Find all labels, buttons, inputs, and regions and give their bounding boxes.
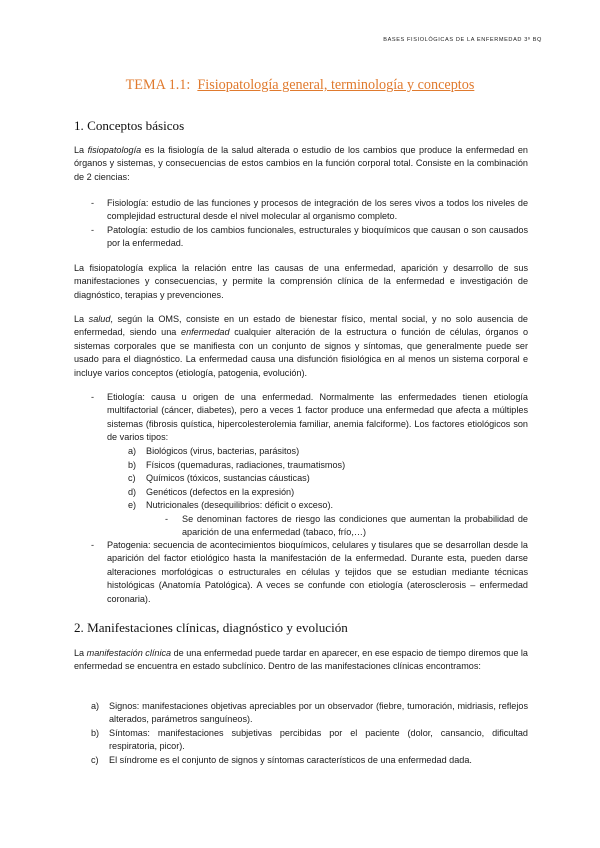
running-header: BASES FISIOLÓGICAS DE LA ENFERMEDAD 3º BQ [383,37,542,43]
list-item-etiologia: Etiología: causa u origen de una enfermedad. Normalmente las enfermedades tienen etiología multifactorial (cáncer, diabetes), pero a veces 1 factor produce una enfermedad que afecta a múltiples sistemas (fibrosis quística, hipercolesterolemia familiar, anemia falciforme). Los factores etiológicos son de varios tipos: [107,392,528,443]
paragraph-manifestacion [74,647,528,674]
factor-item: Biológicos (virus, bacterias, parásitos) [146,446,300,456]
list-marker: - [91,392,95,402]
list-marker: c) [91,755,99,765]
list-item-sindrome: El síndrome es el conjunto de signos y síntomas característicos de una enfermedad dada. [109,755,472,765]
paragraph-explicacion: La fisiopatología explica la relación entre las causas de una enfermedad, aparición y desarrollo de sus manifestaciones y consecuencias, y permite la comprensión clínica de la enfermedad e investigación de diagnóstico, terapias y prevenciones. [74,263,528,300]
list-marker: b) [91,728,100,738]
list-item-fisiologia: Fisiología: estudio de las funciones y procesos de integración de los seres vivos a todos los niveles de complejidad estructural desde el nivel molecular al organismo completo. [107,198,528,222]
list-item-patogenia: Patogenia: secuencia de acontecimientos bioquímicos, celulares y tisulares que se desarrollan desde la aparición del factor etiológico hasta la manifestación de la enfermedad. Durante esta, pueden darse alteraciones morfológicas o estructurales en células y tejidos que se estudian mediante técnicas histológicas (Anatomía Patológica). A veces se confunde con etiología (aterosclerosis – enfermedad coronaria). [107,540,528,604]
sublist-marker: c) [128,473,136,483]
factor-item: Químicos (tóxicos, sustancias cáusticas) [146,473,310,483]
sublist-marker: d) [128,487,137,497]
title-text: Fisiopatología general, terminología y conceptos [197,77,475,93]
p1-post: es la fisiología de la salud alterada o estudio de los cambios que produce la enfermedad en órganos y sistemas, y consecuencias de estos cambios en la función corporal total. Consiste en la combinación de 2 ciencias: [74,145,528,182]
p3-post: cualquier alteración de la estructura o función de células, órganos o sistemas corporales que se manifiesta con un conjunto de signos y síntomas, que generalmente puede ser usado para el diagnóstico. La enfermedad causa una disfunción fisiológica en al menos un sistema corporal e incluye varios conceptos (etiología, patogenia, evolución). [74,327,529,378]
page-title [0,77,600,94]
list-item-sintomas: Síntomas: manifestaciones subjetivas percibidas por el paciente (dolor, cansancio, dificultad respiratoria, picor). [109,728,528,752]
paragraph-fisiopatologia [74,144,528,184]
list-marker: - [91,198,95,208]
p3-pre: La [74,314,89,324]
factor-item: Genéticos (defectos en la expresión) [146,487,295,497]
s2p1-em: manifestación clínica [86,648,172,658]
p1-pre: La [74,145,88,155]
list-marker: a) [91,701,100,711]
title-number: TEMA 1.1: [125,77,191,93]
risk-factors-note: Se denominan factores de riesgo las condiciones que aumentan la probabilidad de aparición de una enfermedad (tabaco, frío,…) [182,514,528,538]
s2p1-post: de una enfermedad puede tardar en aparecer, en ese espacio de tiempo diremos que la enfermedad se encuentra en estado subclínico. Dentro de las manifestaciones clínicas encontramos: [74,648,528,672]
paragraph-salud [74,313,528,380]
p3-mid: , según la OMS, consiste en un estado de bienestar físico, mental social, y no solo ausencia de enfermedad, siendo una [74,314,528,338]
p3-em-salud: salud [88,314,111,324]
list-item-patologia: Patología: estudio de los cambios funcionales, estructurales y bioquímicos que causan o son causados por la enfermedad. [107,225,528,249]
section-1-heading: 1. Conceptos básicos [74,118,185,133]
p3-em-enfermedad: enfermedad [181,327,230,338]
sublist-marker: a) [128,446,137,456]
sublist-marker: e) [128,500,137,510]
list-marker: - [165,514,169,524]
factor-item: Físicos (quemaduras, radiaciones, traumatismos) [146,460,346,470]
sublist-marker: b) [128,460,137,470]
section-2-heading: 2. Manifestaciones clínicas, diagnóstico y evolución [74,620,348,635]
p1-em: fisiopatología [87,145,142,155]
list-marker: - [91,225,95,235]
list-marker: - [91,540,95,550]
factor-item: Nutricionales (desequilibrios: déficit o exceso). [146,500,334,510]
list-item-signos: Signos: manifestaciones objetivas apreciables por un observador (fiebre, tumoración, midriasis, reflejos alterados, parámetros sanguíneos). [109,701,528,725]
s2p1-pre: La [74,648,87,658]
